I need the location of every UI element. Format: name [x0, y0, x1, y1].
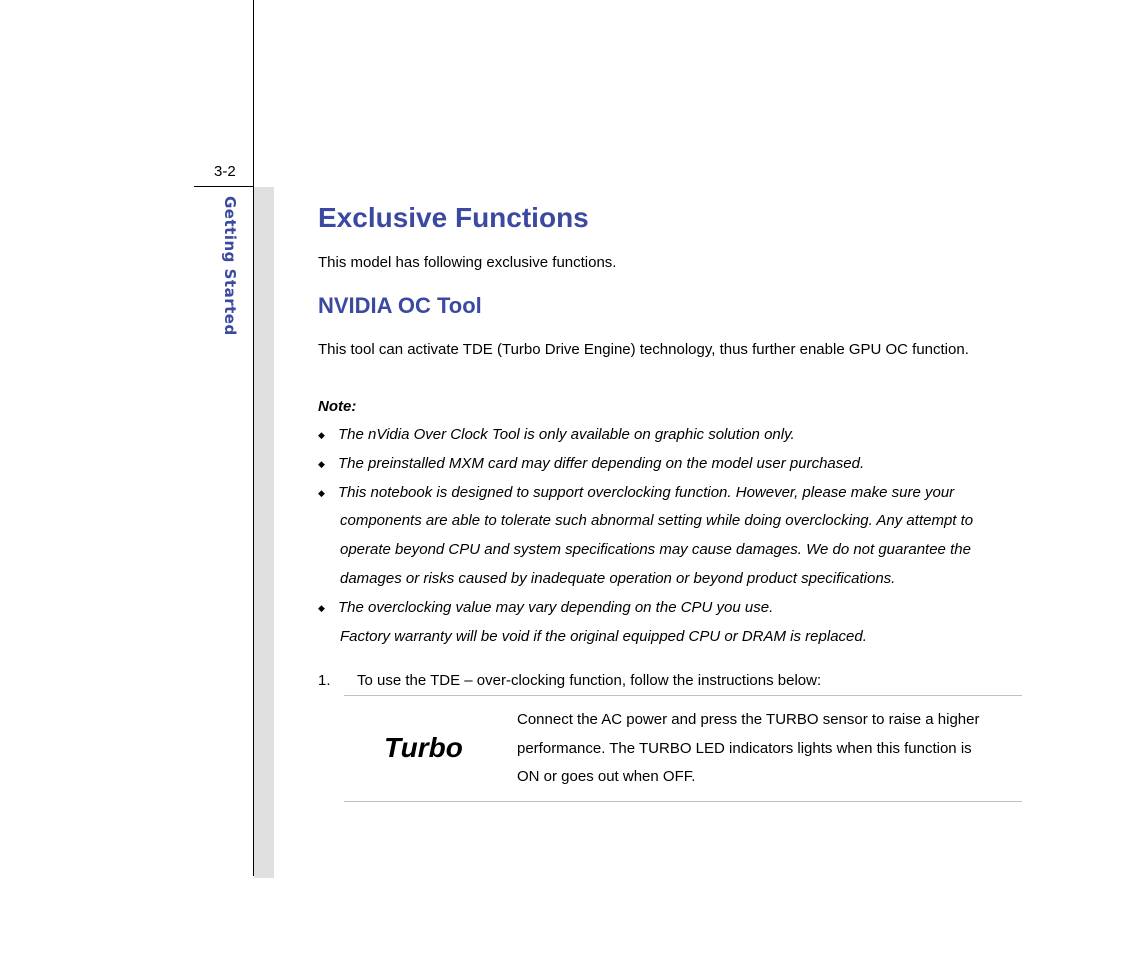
diamond-bullet-icon: ◆: [318, 602, 325, 613]
intro-text: This model has following exclusive functions.: [318, 254, 617, 271]
note-label: Note:: [318, 398, 357, 415]
sidebar-divider-horizontal: [194, 186, 254, 187]
note-line: components are able to tolerate such abnormal setting while doing overclocking. Any attempt to: [340, 512, 974, 530]
note-line: damages or risks caused by inadequate operation or beyond product specifications.: [340, 569, 896, 587]
note-item: [318, 450, 1028, 479]
note-line: This notebook is designed to support overclocking function. However, please make sure your: [338, 483, 955, 501]
section-label: Getting Started: [221, 196, 239, 336]
note-line: The overclocking value may vary depending on the CPU you use.: [338, 598, 774, 616]
turbo-table: [344, 695, 1022, 802]
step-number: 1.: [318, 672, 331, 689]
note-item: [318, 421, 1028, 450]
turbo-label: Turbo: [384, 732, 463, 763]
notes-list: [318, 421, 1028, 651]
note-line: The preinstalled MXM card may differ depending on the model user purchased.: [338, 454, 865, 472]
step-text: To use the TDE – over-clocking function, follow the instructions below:: [357, 672, 822, 689]
turbo-description: [517, 706, 1022, 792]
diamond-bullet-icon: ◆: [318, 487, 325, 498]
section-subtitle: NVIDIA OC Tool: [318, 293, 482, 318]
step-item: [318, 672, 821, 689]
turbo-description-line: performance. The TURBO LED indicators lights when this function is: [517, 739, 972, 757]
page-title: Exclusive Functions: [318, 202, 589, 233]
turbo-description-line: Connect the AC power and press the TURBO sensor to raise a higher: [517, 711, 980, 728]
note-line: The nVidia Over Clock Tool is only available on graphic solution only.: [338, 426, 795, 443]
note-line: Factory warranty will be void if the original equipped CPU or DRAM is replaced.: [340, 627, 867, 645]
note-item: [318, 594, 1028, 652]
note-line: operate beyond CPU and system specifications may cause damages. We do not guarantee the: [340, 541, 971, 559]
diamond-bullet-icon: ◆: [318, 430, 325, 440]
turbo-description-line: ON or goes out when OFF.: [517, 768, 696, 785]
sidebar-gray-band: [254, 187, 274, 878]
diamond-bullet-icon: ◆: [318, 458, 325, 469]
tool-description: This tool can activate TDE (Turbo Drive Engine) technology, thus further enable GPU OC function.: [318, 341, 969, 358]
page-number: 3-2: [214, 163, 236, 180]
note-item: [318, 479, 1028, 594]
